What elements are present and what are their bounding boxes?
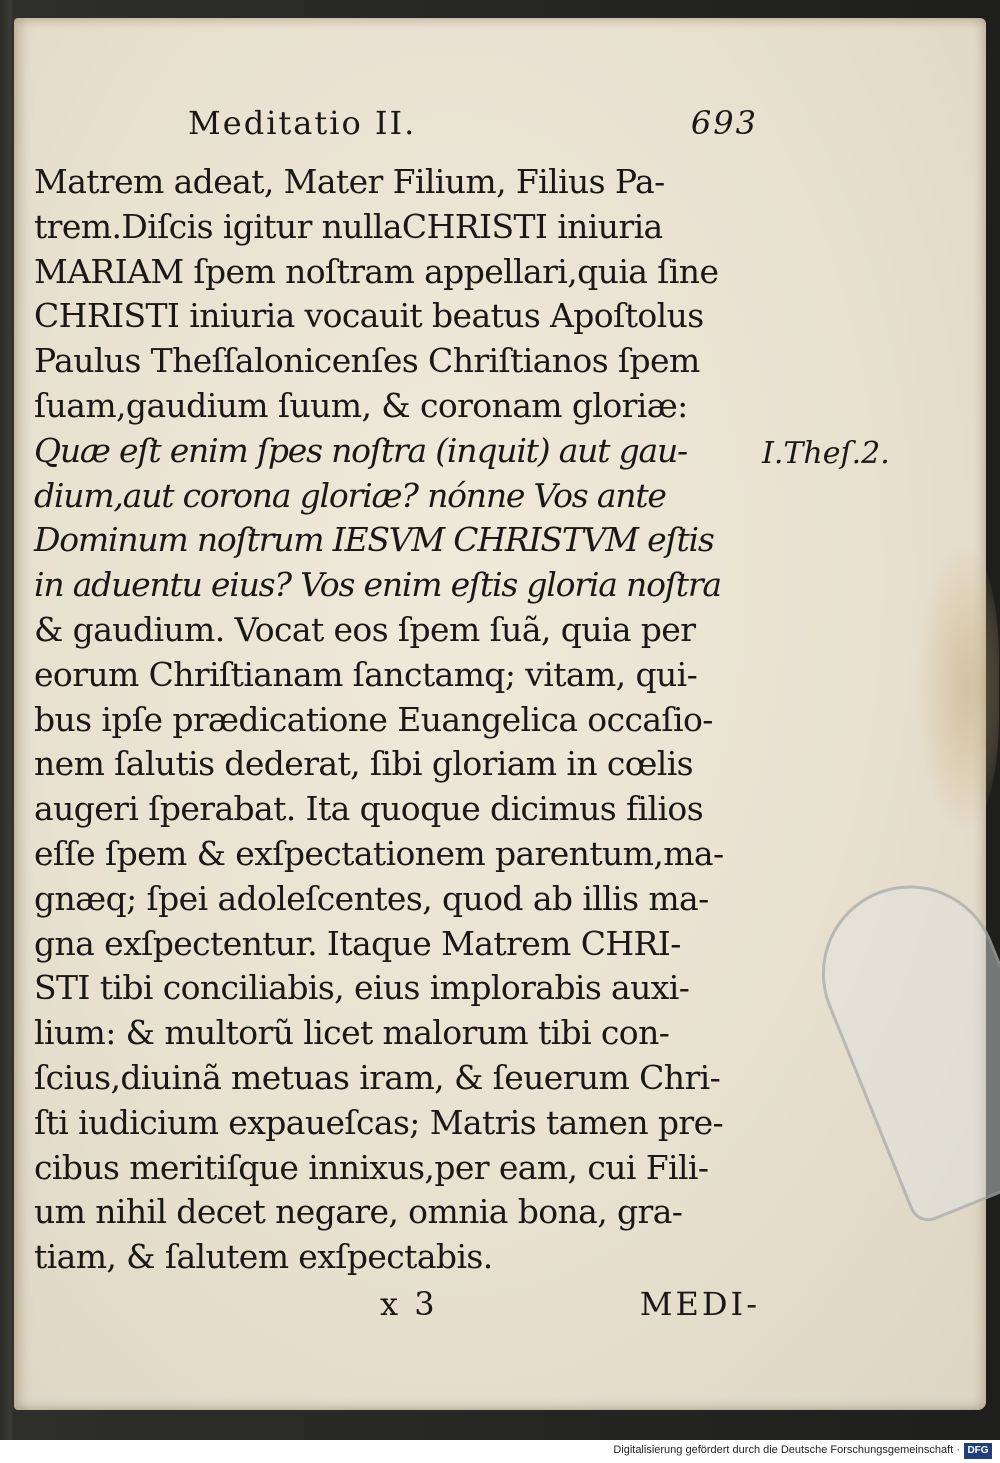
text-line: ſti iudicium expaueſcas; Matris tamen pre- xyxy=(34,1102,724,1142)
text-line: dium,aut corona gloriæ? nónne Vos ante xyxy=(34,475,666,515)
page-number: 693 xyxy=(690,104,758,142)
text-line: STI tibi conciliabis, eius implorabis auxi- xyxy=(34,968,690,1008)
body-text xyxy=(34,160,754,1280)
text-line: nem ſalutis dederat, ſibi gloriam in cœlis xyxy=(34,744,694,784)
text-line: um nihil decet negare, omnia bona, gra- xyxy=(34,1192,683,1232)
text-line: Matrem adeat, Mater Filium, Filius Pa- xyxy=(34,162,665,201)
water-stain xyxy=(919,548,999,828)
text-line: Paulus Theſſalonicenſes Chriſtianos ſpem xyxy=(34,341,700,381)
page-footer xyxy=(380,1285,760,1329)
text-line: in aduentu eius? Vos enim eſtis gloria noſtra xyxy=(34,565,721,605)
running-header xyxy=(188,100,758,144)
catchword: MEDI- xyxy=(639,1285,760,1323)
text-line: ſcius,diuinã metuas iram, & ſeuerum Chri- xyxy=(34,1057,721,1097)
marginal-reference: I.Theſ.2. xyxy=(762,436,890,471)
text-line: bus ipſe prædicatione Euangelica occaſio- xyxy=(34,699,713,739)
text-line: MARIAM ſpem noſtram appellari,quia ſine xyxy=(34,251,719,291)
text-line: eorum Chriſtianam ſanctamq; vitam, qui- xyxy=(34,654,698,694)
running-title: Meditatio II. xyxy=(188,104,417,142)
signature-mark: x 3 xyxy=(380,1285,438,1323)
dfg-logo-icon: DFG xyxy=(964,1443,992,1459)
text-line: & gaudium. Vocat eos ſpem ſuã, quia per xyxy=(34,609,696,649)
text-line: cibus meritiſque innixus,per eam, cui Fili- xyxy=(34,1147,709,1187)
text-line: gna exſpectentur. Itaque Matrem CHRI- xyxy=(34,923,681,963)
text-line: trem.Diſcis igitur nullaCHRISTI iniuria xyxy=(34,206,663,246)
text-line: Quæ eſt enim ſpes noſtra (inquit) aut gau- xyxy=(34,430,687,470)
text-line: Dominum noſtrum IESVM CHRISTVM eſtis xyxy=(34,520,714,560)
text-line: tiam, & ſalutem exſpectabis. xyxy=(34,1237,493,1277)
credit-bar xyxy=(0,1440,1000,1463)
text-line: CHRISTI iniuria vocauit beatus Apoſtolus xyxy=(34,296,704,336)
text-line: gnæq; ſpei adoleſcentes, quod ab illis ma- xyxy=(34,878,709,918)
credit-text: Digitalisierung gefördert durch die Deutsche Forschungsgemeinschaft · xyxy=(613,1444,960,1456)
text-line: augeri ſperabat. Ita quoque dicimus filios xyxy=(34,789,704,829)
text-line: eſſe ſpem & exſpectationem parentum,ma- xyxy=(34,833,724,873)
text-line: ſuam,gaudium ſuum, & coronam gloriæ: xyxy=(34,385,688,425)
text-line: lium: & multorũ licet malorum tibi con- xyxy=(34,1013,670,1053)
